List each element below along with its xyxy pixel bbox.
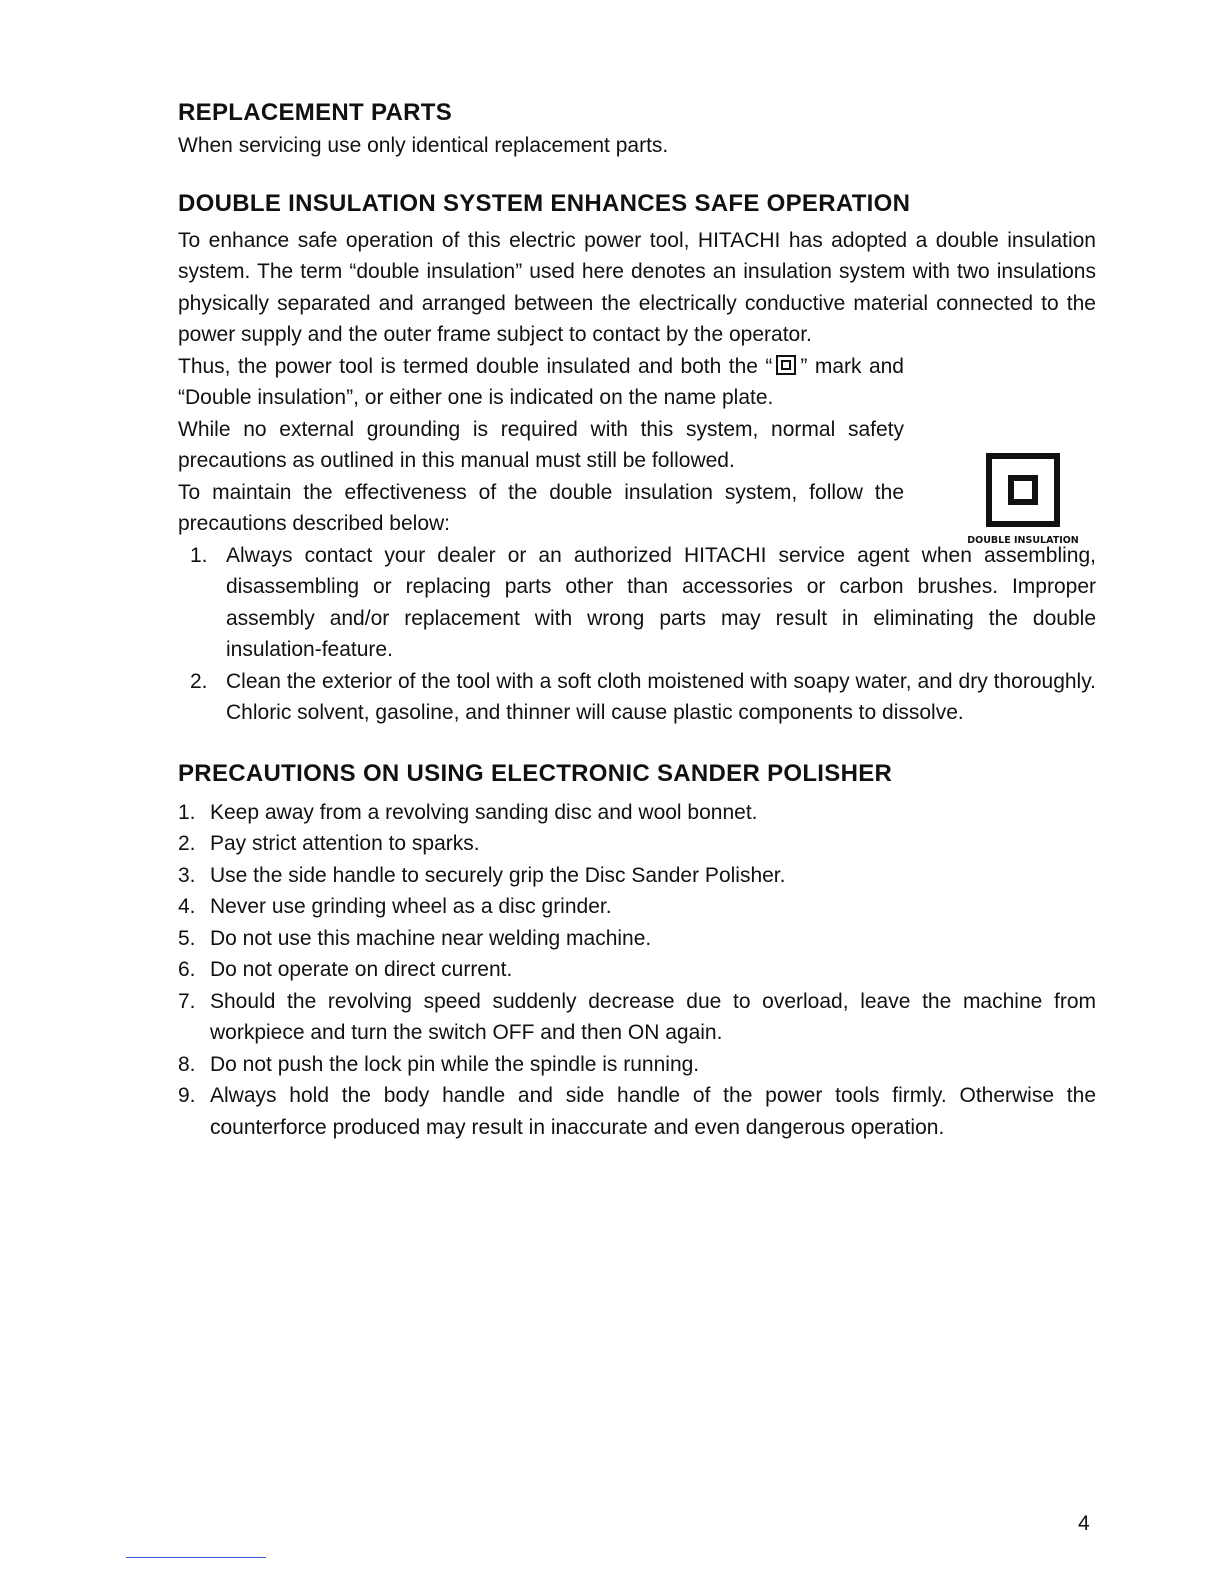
mark-paragraph [178,351,904,414]
list-item-text: Do not use this machine near welding machine. [210,926,652,950]
list-item-number: 9. [178,1084,196,1107]
list-item [178,828,1096,860]
mark-paragraph-before: Thus, the power tool is termed double insulated and both the “ [178,354,773,378]
footer-rule [126,1557,266,1558]
list-item-number: 2. [190,669,208,693]
list-item [178,1080,1096,1143]
list-item-text: Always hold the body handle and side handle of the power tools firmly. Otherwise the counterforce produced may result in inaccurate and even dangerous operation. [210,1084,1096,1139]
double-insulation-intro: To enhance safe operation of this electric power tool, HITACHI has adopted a double insulation system. The term “double insulation” used here denotes an insulation system with two insulations physically separated and arranged between the electrically conductive material connected to the power supply and the outer frame subject to contact by the operator. [178,228,1096,346]
list-item-number: 1. [190,543,208,567]
double-insulation-list [178,540,1096,729]
list-item-text: Do not push the lock pin while the spindle is running. [210,1052,700,1076]
list-item-number: 5. [178,926,196,950]
list-item [178,860,1096,892]
list-item-text: Use the side handle to securely grip the Disc Sander Polisher. [210,863,786,887]
double-insulation-symbol-icon [986,453,1060,527]
double-insulation-mark-icon [776,355,796,375]
list-item-number: 6. [178,958,196,981]
list-item [178,797,1096,829]
list-item [178,540,1096,666]
double-insulation-badge-label: DOUBLE INSULATION [967,535,1079,546]
list-item-text: Never use grinding wheel as a disc grinder. [210,895,612,918]
list-item-number: 3. [178,863,196,887]
precautions-list [178,797,1096,1144]
replacement-text: When servicing use only identical replacement parts. [178,134,669,157]
list-item [178,1049,1096,1081]
grounding-paragraph: While no external grounding is required with this system, normal safety precautions as outlined in this manual must still be followed. [178,417,904,472]
list-item-number: 8. [178,1052,196,1076]
list-item-number: 7. [178,989,196,1013]
list-item-text: Always contact your dealer or an authorized HITACHI service agent when assembling, disassembling or replacing parts other than accessories or carbon brushes. Improper assembly and/or replacement with wrong parts may result in eliminating the double insulation-feature. [226,543,1096,661]
list-item-text: Pay strict attention to sparks. [210,832,480,855]
precautions-heading: PRECAUTIONS ON USING ELECTRONIC SANDER POLISHER [178,759,893,787]
list-item [178,986,1096,1049]
double-insulation-heading: DOUBLE INSULATION SYSTEM ENHANCES SAFE OPERATION [178,189,911,217]
list-item-number: 4. [178,895,196,918]
list-item-text: Keep away from a revolving sanding disc and wool bonnet. [210,800,758,824]
list-item-number: 1. [178,800,196,824]
document-page [178,96,1096,1143]
page-number: 4 [1078,1512,1090,1535]
list-item-text: Clean the exterior of the tool with a soft cloth moistened with soapy water, and dry thoroughly. Chloric solvent, gasoline, and thinner will cause plastic components to dissolve. [226,669,1096,724]
list-item-text: Do not operate on direct current. [210,958,513,981]
mark-paragraph-after: ” mark and “Double insulation”, or either one is indicated on the name plate. [178,354,904,409]
mark-paragraph-block [178,351,904,540]
list-item-text: Should the revolving speed suddenly decrease due to overload, leave the machine from workpiece and turn the switch OFF and then ON again. [210,989,1096,1044]
maintain-paragraph: To maintain the effectiveness of the double insulation system, follow the precautions described below: [178,480,904,535]
double-insulation-badge [958,453,1088,546]
list-item [178,923,1096,955]
list-item [178,954,1096,986]
list-item-number: 2. [178,832,196,855]
list-item [178,666,1096,729]
list-item [178,891,1096,923]
replacement-heading: REPLACEMENT PARTS [178,99,452,126]
